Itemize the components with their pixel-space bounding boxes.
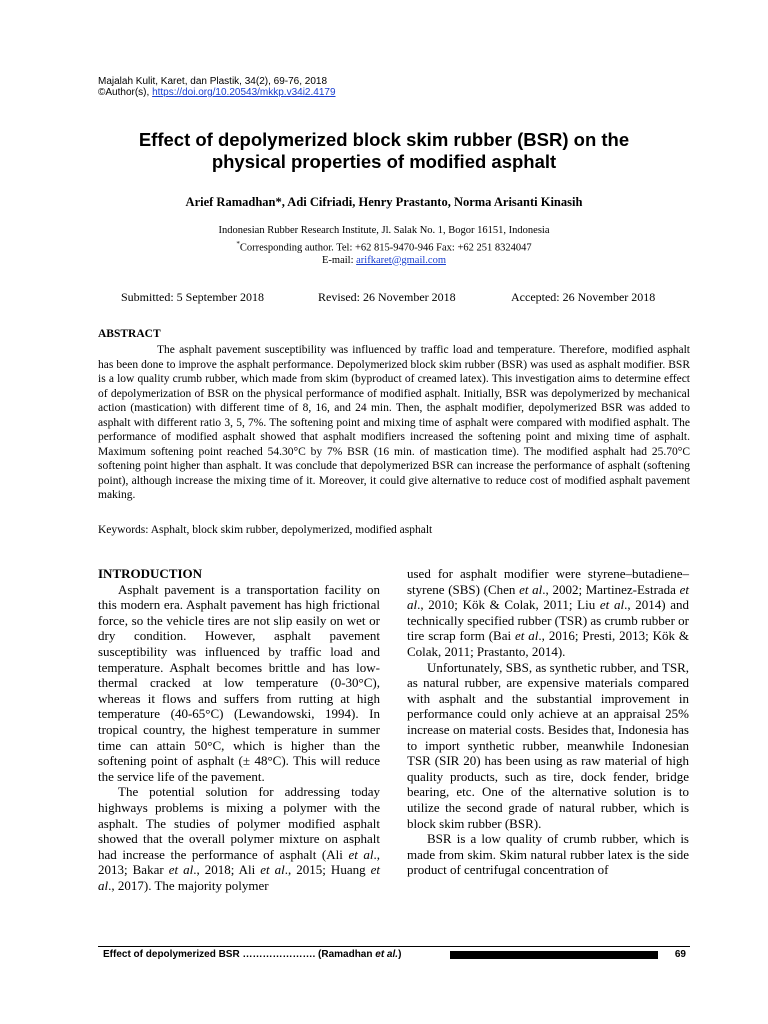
page-number: 69 bbox=[674, 949, 686, 960]
section-heading-introduction: INTRODUCTION bbox=[98, 566, 203, 581]
footer-rule bbox=[98, 946, 690, 947]
intro-paragraph-4: BSR is a low quality of crumb rubber, which is made from skim. Skim natural rubber latex is the side product of centrifugal concentration of bbox=[407, 831, 689, 878]
corresponding-author bbox=[60, 238, 708, 255]
corresponding-mark: * bbox=[236, 239, 240, 248]
page-footer bbox=[98, 949, 690, 963]
abstract-heading: ABSTRACT bbox=[98, 328, 161, 340]
email-link[interactable]: arifkaret@gmail.com bbox=[356, 254, 446, 266]
article-title-line-2: physical properties of modified asphalt bbox=[211, 151, 557, 172]
intro-paragraph-2: The potential solution for addressing today highways problems is mixing a polymer with the asphalt. The studies of polymer modified asphalt showed that the overall polymer mixture on asphalt had increase the performance of asphalt (Ali et al., 2013; Bakar et al., 2018; Ali et al., 2015; Huang et al., 2017). The majority polymer bbox=[98, 784, 380, 893]
submitted-date: Submitted: 5 September 2018 bbox=[121, 290, 264, 304]
article-title-line-1: Effect of depolymerized block skim rubber (BSR) on the bbox=[138, 129, 630, 150]
journal-citation: Majalah Kulit, Karet, dan Plastik, 34(2), 69-76, 2018 bbox=[98, 76, 328, 87]
author-copyright: ©Author(s), bbox=[98, 87, 153, 98]
article-title bbox=[60, 129, 708, 173]
intro-paragraph-2-continued: used for asphalt modifier were styrene–butadiene–styrene (SBS) (Chen et al., 2002; Martinez-Estrada et al., 2010; Kök & Colak, 2011; Liu et al., 2014) and technically specified rubber (TSR) as crumb rubber or tire scrap form (Bai et al., 2016; Presti, 2013; Kök & Colak, 2011; Prastanto, 2014). bbox=[407, 566, 690, 659]
revised-date: Revised: 26 November 2018 bbox=[318, 290, 456, 304]
body-column-left bbox=[98, 566, 380, 893]
author-list: Arief Ramadhan*, Adi Cifriadi, Henry Prastanto, Norma Arisanti Kinasih bbox=[185, 195, 583, 209]
footer-bar bbox=[450, 951, 658, 959]
running-title: Effect of depolymerized BSR …………………. (Ramadhan et al.) bbox=[103, 949, 402, 960]
journal-doi-line bbox=[98, 87, 336, 99]
email-line bbox=[60, 255, 708, 268]
doi-link[interactable]: https://doi.org/10.20543/mkkp.v34i2.4179 bbox=[152, 87, 336, 98]
affiliation-block bbox=[60, 225, 708, 267]
affiliation: Indonesian Rubber Research Institute, Jl. Salak No. 1, Bogor 16151, Indonesia bbox=[218, 225, 550, 236]
corresponding-contact: Corresponding author. Tel: +62 815-9470-946 Fax: +62 251 8324047 bbox=[239, 242, 532, 253]
email-label: E-mail: bbox=[322, 254, 357, 266]
keywords: Keywords: Asphalt, block skim rubber, depolymerized, modified asphalt bbox=[98, 524, 433, 536]
intro-paragraph-1: Asphalt pavement is a transportation facility on this modern era. Asphalt pavement has high frictional force, so the vehicle tires are not slip easily on wet or dry condition. However, asphalt pavement susceptibility was influenced by traffic load and temperature. Asphalt becomes brittle and has low-thermal cracked at low temperature (0-30°C), whereas it flows and suffers from rutting at high temperature (40-65°C) (Lewandowski, 1994). In tropical country, the highest temperature in summer time can attain 50°C, which is higher than the softening point of asphalt (± 48°C). This will reduce the service life of the pavement. bbox=[98, 581, 380, 784]
abstract-text: The asphalt pavement susceptibility was influenced by traffic load and temperature. Therefore, modified asphalt has been done to improve the asphalt performance. Depolymerized block skim rubber (BSR) was used as asphalt modifier. BSR is a low quality crumb rubber, which made from skim (byproduct of creamed latex). This investigation aims to determine effect of depolymerization of BSR on the physical performance of modified asphalt. Initially, BSR was depolymerized by mechanical action (mastication) with different time of 8, 16, and 24 min. Then, the asphalt modifier, depolymerized BSR was added to asphalt with different ratio 3, 5, 7%. The softening point and mixing time of asphalt were compared with modified asphalt. The performance of modified asphalt showed that asphalt modifiers increased the softening point and mixing time of asphalt. Maximum softening point reached 54.30°C by 7% BSR (16 min. of mastication time). The modified asphalt had 25.70°C softening point higher than asphalt. It was conclude that depolymerized BSR can increase the performance of asphalt (softening point), although increase the mixing time of it. Moreover, it could give alternative to reduce cost of modified asphalt pavement making. bbox=[98, 344, 690, 501]
body-column-right bbox=[407, 566, 689, 878]
intro-paragraph-3: Unfortunately, SBS, as synthetic rubber, and TSR, as natural rubber, are expensive materials compared with asphalt and the substantial improvement in performance could only achieve at an appraisal 25% increase on material costs. Besides that, Indonesia has to import synthetic rubber, meanwhile Indonesian TSR (SIR 20) has been using as raw material of high quality products, such as tire, dock fender, bridge bearing, etc. One of the alternative solution is to utilize the second grade of natural rubber, which is block skim rubber (BSR). bbox=[407, 659, 689, 831]
accepted-date: Accepted: 26 November 2018 bbox=[511, 290, 656, 304]
